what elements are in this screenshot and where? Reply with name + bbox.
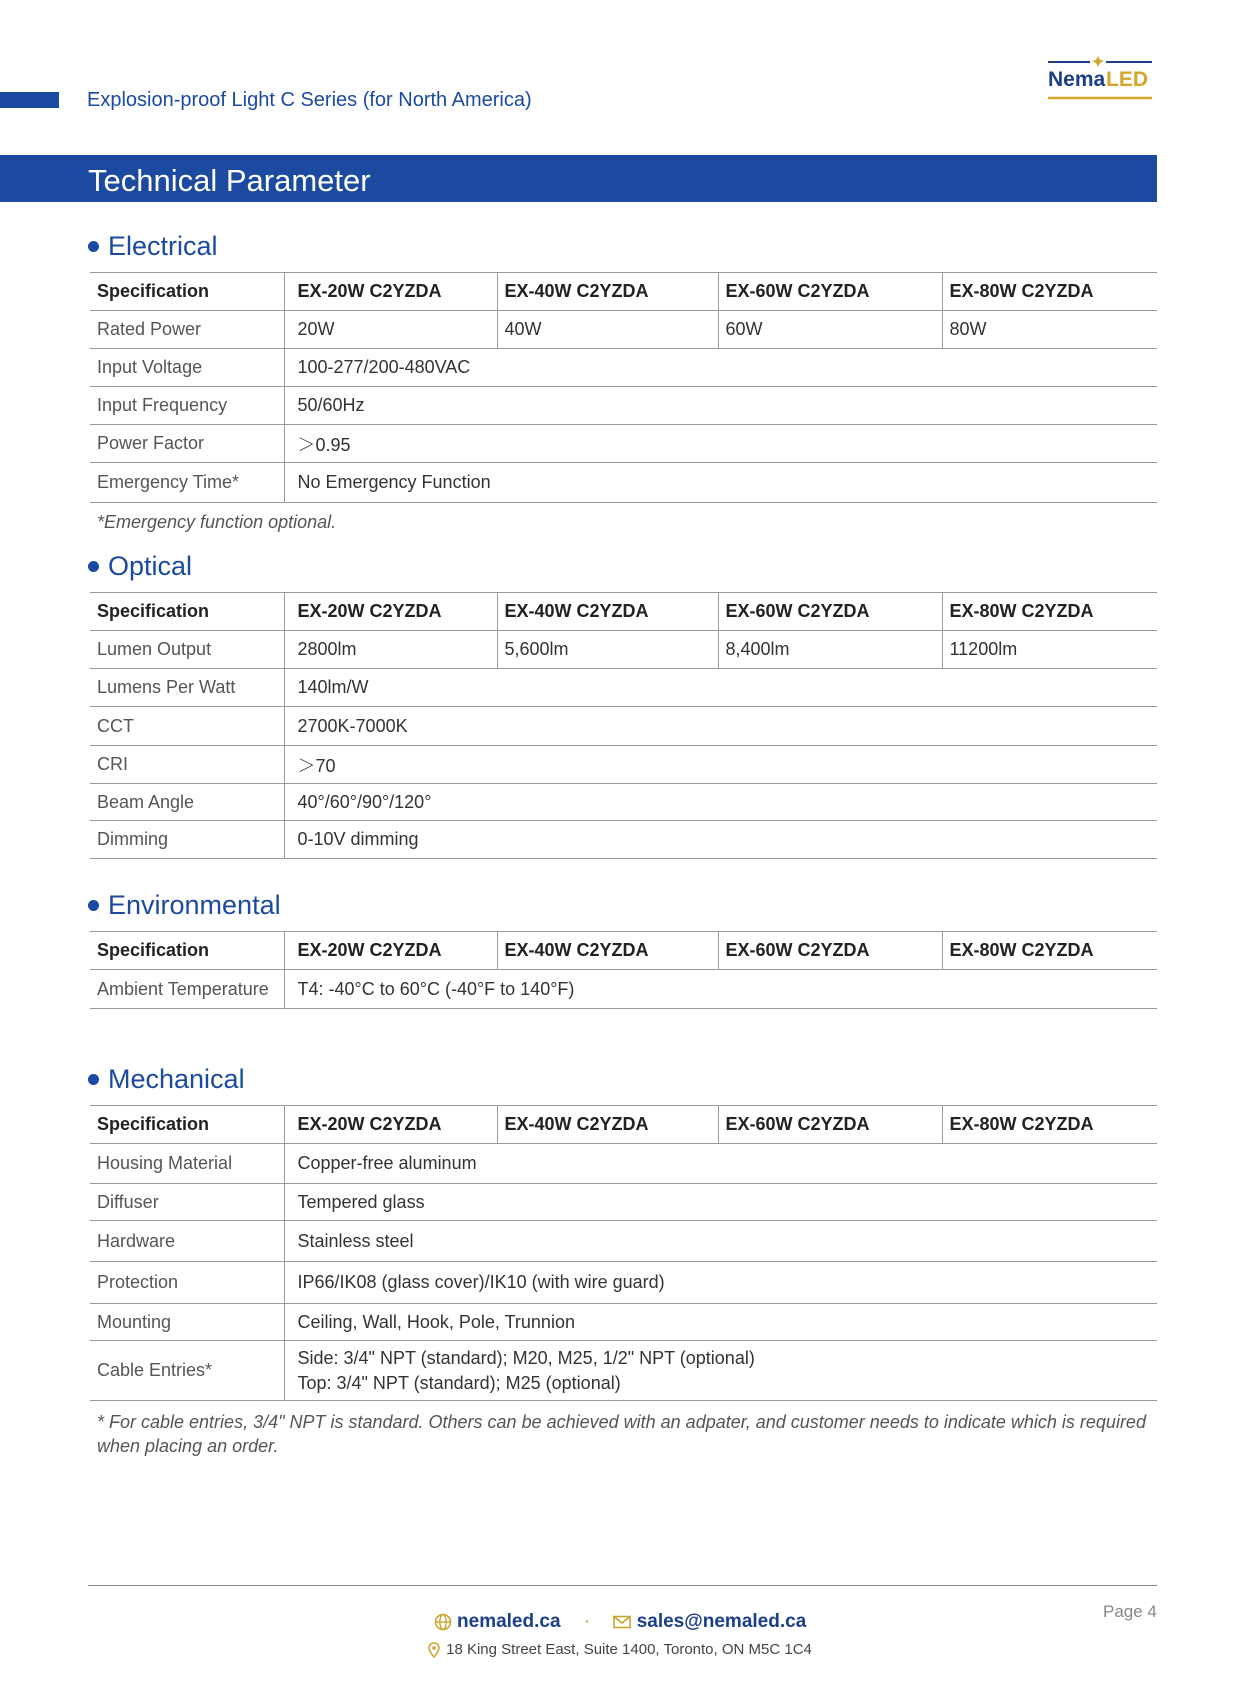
email-link[interactable]: sales@nemaled.ca	[636, 1611, 807, 1632]
bullet-icon	[88, 561, 99, 572]
cell-value: 80W	[942, 311, 1157, 349]
row-label: Diffuser	[90, 1184, 284, 1221]
row-label: Input Voltage	[90, 349, 284, 387]
column-header: EX-20W C2YZDA	[284, 1106, 497, 1144]
table-header-row	[90, 273, 1157, 311]
table-row	[90, 970, 1157, 1009]
table-header-row	[90, 593, 1157, 631]
column-header: EX-40W C2YZDA	[497, 593, 718, 631]
column-header: EX-40W C2YZDA	[497, 932, 718, 970]
row-value: 50/60Hz	[284, 387, 1157, 425]
row-value: T4: -40°C to 60°C (-40°F to 140°F)	[284, 970, 1157, 1009]
column-header: EX-40W C2YZDA	[497, 1106, 718, 1144]
environmental-heading-text: Environmental	[108, 889, 281, 920]
bullet-icon	[88, 241, 99, 252]
electrical-heading	[88, 228, 218, 264]
website-link[interactable]: nemaled.ca	[457, 1611, 561, 1632]
nemaled-logo	[1048, 54, 1152, 102]
column-header: EX-40W C2YZDA	[497, 273, 718, 311]
cell-value: 60W	[718, 311, 942, 349]
mechanical-heading-text: Mechanical	[108, 1063, 245, 1094]
table-row	[90, 707, 1157, 746]
table-row	[90, 1184, 1157, 1221]
column-header: EX-80W C2YZDA	[942, 932, 1157, 970]
table-row	[90, 821, 1157, 859]
row-label: Housing Material	[90, 1144, 284, 1184]
column-header: Specification	[90, 593, 284, 631]
cable-entries-top: Top: 3/4" NPT (standard); M25 (optional)	[297, 1372, 621, 1393]
location-pin-icon	[428, 1642, 440, 1658]
globe-icon	[434, 1613, 452, 1631]
svg-text:Nema: Nema	[1048, 68, 1106, 91]
table-row	[90, 311, 1157, 349]
row-value: ＞70	[284, 746, 1157, 784]
column-header: EX-80W C2YZDA	[942, 1106, 1157, 1144]
table-row	[90, 349, 1157, 387]
column-header: Specification	[90, 932, 284, 970]
table-row	[90, 1304, 1157, 1341]
row-value: Copper-free aluminum	[284, 1144, 1157, 1184]
envelope-icon	[613, 1615, 631, 1629]
technical-parameter-banner	[0, 155, 1157, 202]
row-value: 2700K-7000K	[284, 707, 1157, 746]
column-header: EX-80W C2YZDA	[942, 273, 1157, 311]
row-label: Input Frequency	[90, 387, 284, 425]
header-accent-bar	[0, 92, 59, 108]
row-label: Power Factor	[90, 425, 284, 463]
svg-text:LED: LED	[1106, 68, 1148, 91]
row-label: Emergency Time*	[90, 463, 284, 503]
row-label: Beam Angle	[90, 784, 284, 821]
row-value: 40°/60°/90°/120°	[284, 784, 1157, 821]
row-value: 140lm/W	[284, 669, 1157, 707]
row-label: Lumens Per Watt	[90, 669, 284, 707]
cell-value: 20W	[284, 311, 497, 349]
address-text: 18 King Street East, Suite 1400, Toronto, ON M5C 1C4	[446, 1641, 812, 1658]
table-row	[90, 1221, 1157, 1262]
row-value: IP66/IK08 (glass cover)/IK10 (with wire guard)	[284, 1262, 1157, 1304]
banner-title: Technical Parameter	[88, 163, 371, 198]
table-row	[90, 784, 1157, 821]
header-series-title: Explosion-proof Light C Series (for North America)	[87, 89, 532, 111]
table-row	[90, 1262, 1157, 1304]
row-value: No Emergency Function	[284, 463, 1157, 503]
table-row	[90, 1341, 1157, 1401]
table-row	[90, 631, 1157, 669]
row-label: Protection	[90, 1262, 284, 1304]
column-header: EX-20W C2YZDA	[284, 932, 497, 970]
optical-table	[90, 592, 1157, 859]
row-label: Cable Entries*	[90, 1341, 284, 1401]
mechanical-table	[90, 1105, 1157, 1401]
column-header: EX-80W C2YZDA	[942, 593, 1157, 631]
row-value: Ceiling, Wall, Hook, Pole, Trunnion	[284, 1304, 1157, 1341]
table-row	[90, 425, 1157, 463]
row-value: Stainless steel	[284, 1221, 1157, 1262]
cell-value: 5,600lm	[497, 631, 718, 669]
row-value: 100-277/200-480VAC	[284, 349, 1157, 387]
column-header: EX-20W C2YZDA	[284, 273, 497, 311]
table-row	[90, 1144, 1157, 1184]
mechanical-heading	[88, 1061, 245, 1097]
cable-entries-footnote: * For cable entries, 3/4" NPT is standard. Others can be achieved with an adpater, and customer needs to indicate which is required when placing an order.	[97, 1412, 1146, 1456]
table-row	[90, 746, 1157, 784]
row-value: 0-10V dimming	[284, 821, 1157, 859]
row-label: Dimming	[90, 821, 284, 859]
cable-entries-side: Side: 3/4" NPT (standard); M20, M25, 1/2" NPT (optional)	[297, 1347, 755, 1368]
footer-divider	[88, 1585, 1157, 1586]
cell-value: 2800lm	[284, 631, 497, 669]
row-label: CRI	[90, 746, 284, 784]
column-header: EX-60W C2YZDA	[718, 273, 942, 311]
row-label: Lumen Output	[90, 631, 284, 669]
electrical-heading-text: Electrical	[108, 230, 218, 261]
optical-heading-text: Optical	[108, 550, 193, 581]
environmental-table	[90, 931, 1157, 1009]
column-header: EX-20W C2YZDA	[284, 593, 497, 631]
electrical-table	[90, 272, 1157, 503]
column-header: Specification	[90, 1106, 284, 1144]
column-header: Specification	[90, 273, 284, 311]
optical-heading	[88, 548, 192, 584]
cell-value: 11200lm	[942, 631, 1157, 669]
environmental-heading	[88, 887, 281, 923]
cell-value: 40W	[497, 311, 718, 349]
row-value: Tempered glass	[284, 1184, 1157, 1221]
column-header: EX-60W C2YZDA	[718, 932, 942, 970]
row-label: Mounting	[90, 1304, 284, 1341]
column-header: EX-60W C2YZDA	[718, 593, 942, 631]
table-header-row	[90, 932, 1157, 970]
page-number: Page 4	[1103, 1602, 1157, 1621]
footer-address	[0, 1641, 1240, 1658]
bullet-icon	[88, 900, 99, 911]
footer-contact	[0, 1611, 1240, 1633]
cable-entries-value	[284, 1341, 1157, 1401]
row-label: Hardware	[90, 1221, 284, 1262]
row-value: ＞0.95	[284, 425, 1157, 463]
table-row	[90, 463, 1157, 503]
row-label: Ambient Temperature	[90, 970, 284, 1009]
table-row	[90, 669, 1157, 707]
row-label: Rated Power	[90, 311, 284, 349]
footer-separator: ·	[583, 1611, 591, 1632]
cell-value: 8,400lm	[718, 631, 942, 669]
bullet-icon	[88, 1074, 99, 1085]
row-label: CCT	[90, 707, 284, 746]
emergency-footnote: *Emergency function optional.	[97, 512, 337, 532]
table-row	[90, 387, 1157, 425]
table-header-row	[90, 1106, 1157, 1144]
column-header: EX-60W C2YZDA	[718, 1106, 942, 1144]
